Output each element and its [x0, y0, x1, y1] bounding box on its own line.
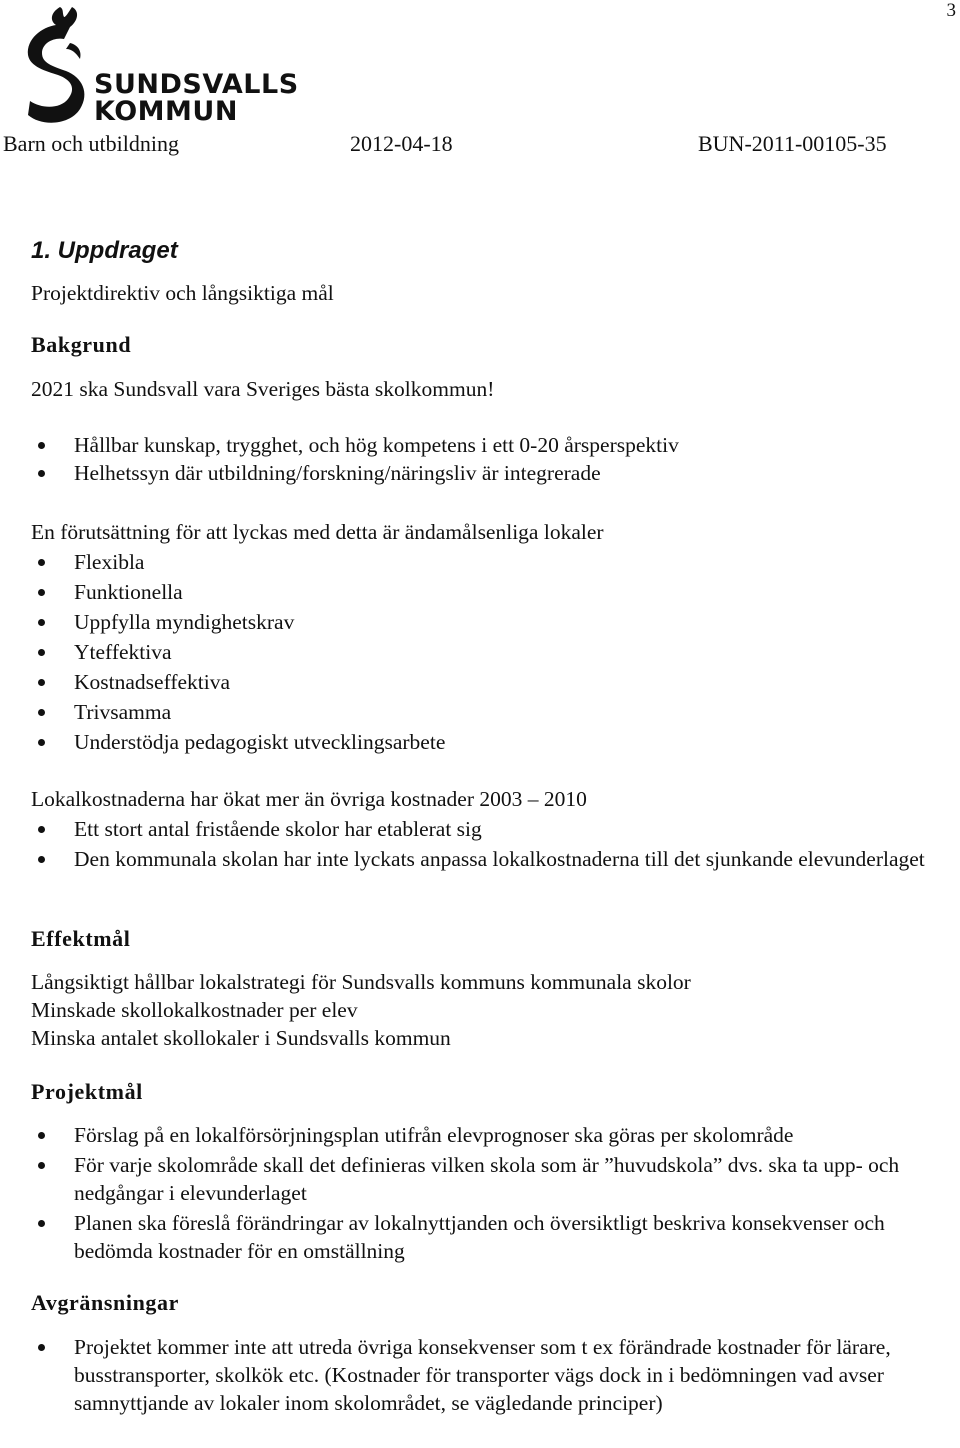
list-item: Trivsamma [0, 698, 956, 728]
effektmal-line: Långsiktigt hållbar lokalstrategi för Sundsvalls kommuns kommunala skolor [31, 970, 691, 994]
projektmal-heading: Projektmål [31, 1079, 143, 1104]
list-item: För varje skolområde skall det definieras vilken skola som är ”huvudskola” dvs. ska ta upp- och nedgångar i elevunderlaget [0, 1151, 956, 1207]
list-item: Funktionella [0, 578, 956, 608]
avgransningar-heading: Avgränsningar [31, 1290, 179, 1315]
list-item: Projektet kommer inte att utreda övriga konsekvenser som t ex förändrade kostnader för lärare, busstransporter, skolkök etc. (Kostnader för transporter vägs dock in i bedömningen vad avser samnyttjande av lokaler inom skolområdet, se vägledande principer) [0, 1333, 956, 1417]
projektmal-bullets [0, 1121, 956, 1265]
section-subtitle: Projektdirektiv och långsiktiga mål [31, 281, 334, 305]
section-title: 1. Uppdraget [31, 237, 178, 264]
cost-bullets [0, 815, 956, 873]
list-item: Flexibla [0, 548, 956, 578]
list-item: Den kommunala skolan har inte lyckats anpassa lokalkostnaderna till det sjunkande elevunderlaget [0, 845, 956, 873]
list-item: Planen ska föreslå förändringar av lokalnyttjanden och översiktligt beskriva konsekvenser och bedömda kostnader för en omställning [0, 1209, 956, 1265]
list-item: Ett stort antal fristående skolor har etablerat sig [0, 815, 956, 843]
list-item: Understödja pedagogiskt utvecklingsarbete [0, 728, 956, 758]
page-number: 3 [946, 0, 956, 21]
premise-text: En förutsättning för att lyckas med detta är ändamålsenliga lokaler [31, 520, 604, 544]
avgransningar-bullets [0, 1333, 956, 1417]
effektmal-heading: Effektmål [31, 926, 131, 951]
sundsvalls-kommun-logo [20, 3, 299, 128]
dragon-s-emblem-icon [20, 3, 94, 128]
list-item: Helhetssyn där utbildning/forskning/näringsliv är integrerade [0, 459, 956, 487]
logo-line-2: KOMMUN [94, 96, 238, 127]
bakgrund-bullets [0, 431, 956, 487]
effektmal-line: Minska antalet skollokaler i Sundsvalls kommun [31, 1026, 451, 1050]
list-item: Hållbar kunskap, trygghet, och hög kompetens i ett 0-20 årsperspektiv [0, 431, 956, 459]
document-header [3, 131, 933, 161]
effektmal-line: Minskade skollokalkostnader per elev [31, 998, 358, 1022]
list-item: Yteffektiva [0, 638, 956, 668]
logo-line-1: SUNDSVALLS [94, 69, 299, 100]
header-date: 2012-04-18 [350, 131, 453, 156]
list-item: Förslag på en lokalförsörjningsplan utifrån elevprognoser ska göras per skolområde [0, 1121, 956, 1149]
bakgrund-intro: 2021 ska Sundsvall vara Sveriges bästa skolkommun! [31, 377, 495, 401]
list-item: Kostnadseffektiva [0, 668, 956, 698]
costs-text: Lokalkostnaderna har ökat mer än övriga kostnader 2003 – 2010 [31, 787, 587, 811]
bakgrund-heading: Bakgrund [31, 332, 132, 357]
header-reference: BUN-2011-00105-35 [698, 131, 887, 156]
list-item: Uppfylla myndighetskrav [0, 608, 956, 638]
premise-bullets [0, 548, 956, 758]
header-department: Barn och utbildning [3, 131, 179, 156]
